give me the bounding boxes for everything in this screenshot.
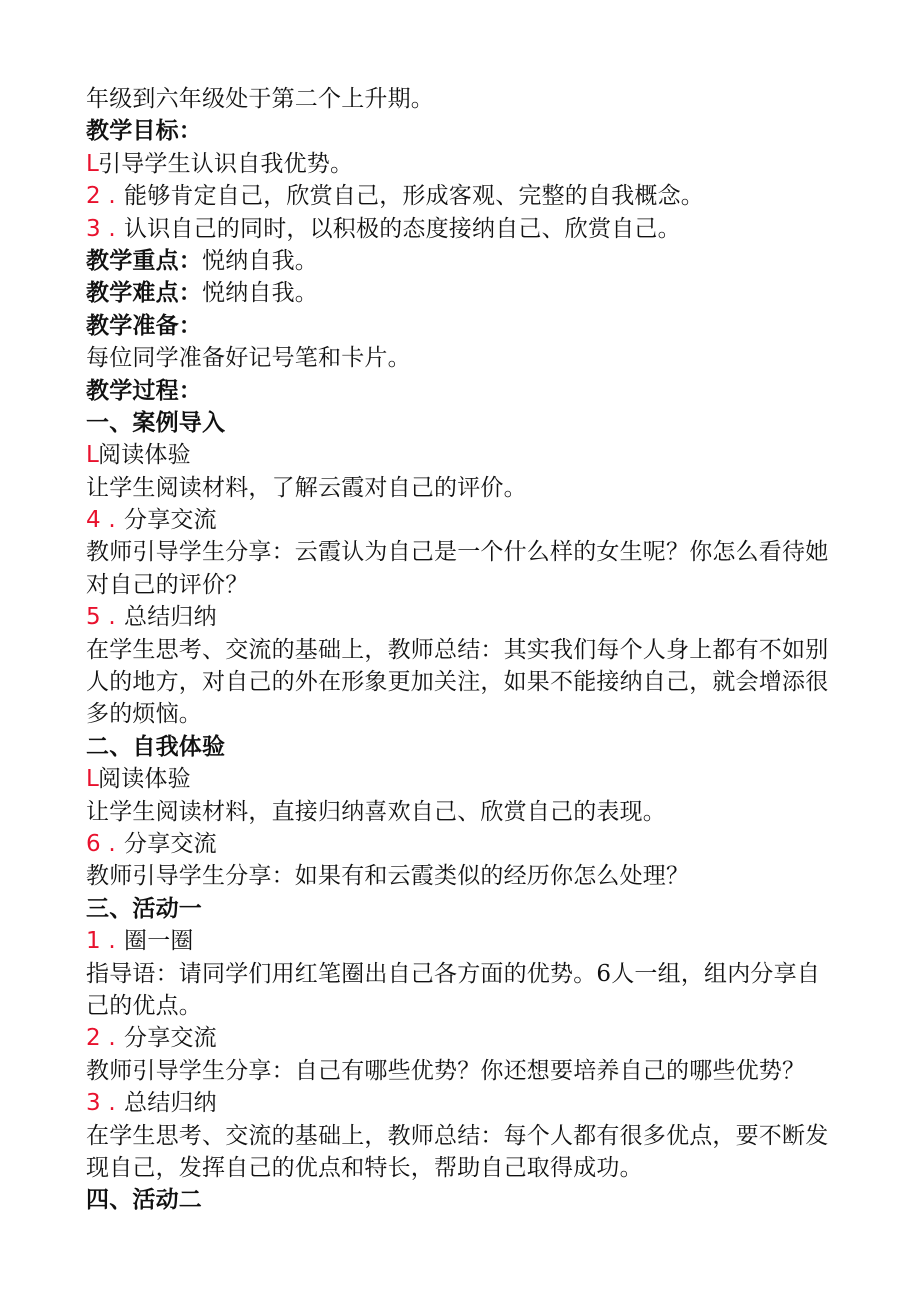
line-label: 教学重点：	[86, 247, 202, 274]
item-number: 1 .	[86, 928, 116, 955]
numbered-item	[86, 439, 920, 471]
numbered-item	[86, 1087, 920, 1119]
item-number: 2 .	[86, 183, 116, 210]
line-text: 悦纳自我。	[202, 280, 318, 307]
item-number: L	[86, 766, 100, 793]
item-text: 引导学生认识自我优势。	[98, 150, 354, 177]
item-text: 分享交流	[124, 1025, 217, 1052]
paragraph-line: 教师引导学生分享：如果有和云霞类似的经历你怎么处理？	[86, 863, 690, 890]
section-heading: 一、案例导入	[86, 409, 226, 436]
numbered-item	[86, 504, 920, 536]
item-number: L	[86, 150, 100, 177]
section-heading: 教学过程：	[86, 377, 202, 404]
paragraph-line: 在学生思考、交流的基础上，教师总结：每个人都有很多优点，要不断发	[86, 1122, 829, 1149]
item-text: 分享交流	[124, 830, 217, 857]
section-heading: 教学目标：	[86, 118, 202, 145]
paragraph-line: 对自己的评价？	[86, 571, 249, 598]
paragraph-line: 教师引导学生分享：云霞认为自己是一个什么样的女生呢？你怎么看待她	[86, 539, 829, 566]
section-heading: 二、自我体验	[86, 733, 226, 760]
paragraph-line: 在学生思考、交流的基础上，教师总结：其实我们每个人身上都有不如别	[86, 636, 829, 663]
labeled-line	[86, 245, 920, 277]
paragraph-line: 现自己，发挥自己的优点和特长，帮助自己取得成功。	[86, 1154, 643, 1181]
numbered-item	[86, 828, 920, 860]
numbered-item	[86, 180, 920, 212]
item-number: 6 .	[86, 830, 116, 857]
section-heading: 四、活动二	[86, 1187, 202, 1214]
labeled-line	[86, 277, 920, 309]
item-text: 阅读体验	[98, 442, 191, 469]
item-text: 总结归纳	[124, 1090, 217, 1117]
paragraph-line: 指导语：请同学们用红笔圈出自己各方面的优势。6人一组，组内分享自	[86, 960, 821, 987]
paragraph-line: 己的优点。	[86, 992, 202, 1019]
paragraph-line: 让学生阅读材料，了解云霞对自己的评价。	[86, 474, 527, 501]
numbered-item	[86, 1022, 920, 1054]
line-text: 悦纳自我。	[202, 247, 318, 274]
item-text: 总结归纳	[124, 604, 217, 631]
item-text: 阅读体验	[98, 766, 191, 793]
item-text: 分享交流	[124, 507, 217, 534]
paragraph-line: 教师引导学生分享：自己有哪些优势？你还想要培养自己的哪些优势？	[86, 1057, 806, 1084]
item-number: 5 .	[86, 604, 116, 631]
paragraph-line: 人的地方，对自己的外在形象更加关注，如果不能接纳自己，就会增添很	[86, 669, 829, 696]
line-label: 教学难点：	[86, 280, 202, 307]
section-heading: 三、活动一	[86, 895, 202, 922]
item-text: 认识自己的同时，以积极的态度接纳自己、欣赏自己。	[124, 215, 681, 242]
numbered-item	[86, 213, 920, 245]
paragraph-line: 每位同学准备好记号笔和卡片。	[86, 345, 411, 372]
paragraph-line: 年级到六年级处于第二个上升期。	[86, 86, 434, 112]
numbered-item	[86, 763, 920, 795]
item-text: 能够肯定自己，欣赏自己，形成客观、完整的自我概念。	[124, 183, 704, 210]
item-number: 3 .	[86, 215, 116, 242]
paragraph-line: 让学生阅读材料，直接归纳喜欢自己、欣赏自己的表现。	[86, 798, 666, 825]
section-heading: 教学准备：	[86, 312, 202, 339]
item-number: 3 .	[86, 1090, 116, 1117]
item-number: L	[86, 442, 100, 469]
item-number: 2 .	[86, 1025, 116, 1052]
paragraph-line: 多的烦恼。	[86, 701, 202, 728]
numbered-item	[86, 148, 920, 180]
numbered-item	[86, 601, 920, 633]
item-text: 圈一圈	[124, 928, 194, 955]
numbered-item	[86, 925, 920, 957]
item-number: 4 .	[86, 507, 116, 534]
